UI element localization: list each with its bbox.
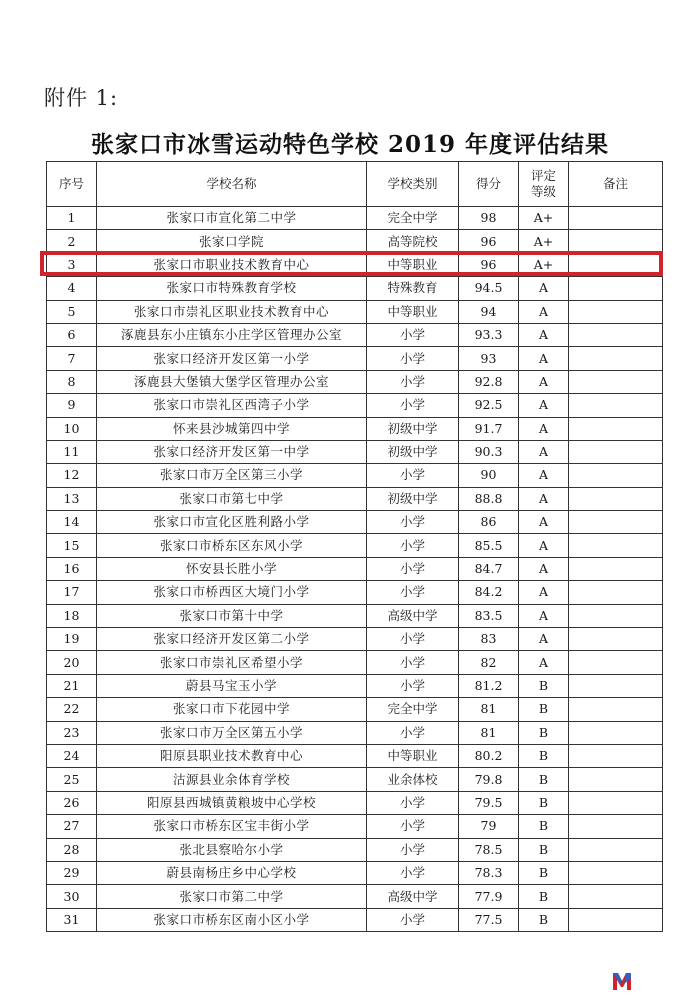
cell-no: 26	[47, 791, 97, 814]
cell-name: 张家口市宣化第二中学	[97, 207, 367, 230]
cell-type: 特殊教育	[367, 277, 459, 300]
header-grade: 评定等级	[519, 162, 569, 207]
cell-no: 28	[47, 838, 97, 861]
table-row	[47, 885, 663, 908]
cell-grade: B	[519, 861, 569, 884]
cell-type: 小学	[367, 628, 459, 651]
cell-name: 张家口市职业技术教育中心	[97, 253, 367, 276]
cell-name: 张家口市桥西区大境门小学	[97, 581, 367, 604]
cell-name: 张家口市桥东区南小区小学	[97, 908, 367, 931]
cell-grade: B	[519, 791, 569, 814]
cell-no: 29	[47, 861, 97, 884]
table-row	[47, 557, 663, 580]
cell-notes	[569, 744, 663, 767]
cell-name: 蔚县南杨庄乡中心学校	[97, 861, 367, 884]
cell-no: 9	[47, 394, 97, 417]
cell-name: 阳原县西城镇黄粮坡中心学校	[97, 791, 367, 814]
cell-notes	[569, 651, 663, 674]
cell-type: 小学	[367, 908, 459, 931]
cell-grade: A	[519, 511, 569, 534]
table-row	[47, 908, 663, 931]
cell-notes	[569, 277, 663, 300]
cell-score: 77.5	[459, 908, 519, 931]
cell-score: 93.3	[459, 323, 519, 346]
cell-grade: B	[519, 721, 569, 744]
table-row	[47, 487, 663, 510]
cell-grade: B	[519, 908, 569, 931]
table-row	[47, 394, 663, 417]
cell-no: 14	[47, 511, 97, 534]
cell-notes	[569, 908, 663, 931]
cell-type: 中等职业	[367, 253, 459, 276]
cell-grade: A	[519, 534, 569, 557]
table-row	[47, 604, 663, 627]
cell-score: 96	[459, 253, 519, 276]
cell-type: 初级中学	[367, 417, 459, 440]
cell-type: 业余体校	[367, 768, 459, 791]
cell-no: 12	[47, 464, 97, 487]
cell-name: 张家口市第七中学	[97, 487, 367, 510]
cell-score: 88.8	[459, 487, 519, 510]
cell-grade: A	[519, 581, 569, 604]
cell-notes	[569, 768, 663, 791]
cell-no: 5	[47, 300, 97, 323]
cell-type: 小学	[367, 651, 459, 674]
cell-score: 78.5	[459, 838, 519, 861]
cell-notes	[569, 464, 663, 487]
cell-no: 20	[47, 651, 97, 674]
cell-name: 张家口市崇礼区西湾子小学	[97, 394, 367, 417]
cell-no: 3	[47, 253, 97, 276]
table-row	[47, 581, 663, 604]
cell-type: 小学	[367, 323, 459, 346]
cell-name: 张家口市特殊教育学校	[97, 277, 367, 300]
cell-notes	[569, 534, 663, 557]
cell-score: 81	[459, 721, 519, 744]
cell-score: 91.7	[459, 417, 519, 440]
cell-score: 98	[459, 207, 519, 230]
cell-notes	[569, 487, 663, 510]
cell-grade: A	[519, 604, 569, 627]
header-type: 学校类别	[367, 162, 459, 207]
cell-grade: A	[519, 277, 569, 300]
cell-no: 23	[47, 721, 97, 744]
table-row	[47, 277, 663, 300]
cell-type: 小学	[367, 838, 459, 861]
table-row	[47, 464, 663, 487]
cell-grade: B	[519, 815, 569, 838]
table-row	[47, 323, 663, 346]
cell-notes	[569, 207, 663, 230]
cell-type: 小学	[367, 861, 459, 884]
table-row	[47, 674, 663, 697]
cell-name: 张家口市万全区第五小学	[97, 721, 367, 744]
cell-grade: B	[519, 674, 569, 697]
header-notes: 备注	[569, 162, 663, 207]
cell-no: 7	[47, 347, 97, 370]
cell-type: 小学	[367, 394, 459, 417]
cell-name: 张家口市万全区第三小学	[97, 464, 367, 487]
cell-name: 怀安县长胜小学	[97, 557, 367, 580]
cell-grade: A	[519, 417, 569, 440]
cell-score: 83.5	[459, 604, 519, 627]
cell-no: 10	[47, 417, 97, 440]
cell-notes	[569, 300, 663, 323]
header-name: 学校名称	[97, 162, 367, 207]
cell-grade: A	[519, 557, 569, 580]
cell-type: 小学	[367, 347, 459, 370]
cell-no: 31	[47, 908, 97, 931]
cell-name: 张家口学院	[97, 230, 367, 253]
cell-no: 15	[47, 534, 97, 557]
cell-notes	[569, 698, 663, 721]
cell-name: 张家口经济开发区第二小学	[97, 628, 367, 651]
cell-notes	[569, 674, 663, 697]
cell-notes	[569, 253, 663, 276]
cell-grade: B	[519, 744, 569, 767]
cell-type: 小学	[367, 557, 459, 580]
cell-notes	[569, 370, 663, 393]
cell-type: 小学	[367, 464, 459, 487]
cell-notes	[569, 604, 663, 627]
table-row	[47, 207, 663, 230]
cell-no: 1	[47, 207, 97, 230]
cell-no: 17	[47, 581, 97, 604]
cell-score: 79.8	[459, 768, 519, 791]
cell-type: 小学	[367, 791, 459, 814]
table-row	[47, 347, 663, 370]
cell-score: 80.2	[459, 744, 519, 767]
cell-name: 涿鹿县大堡镇大堡学区管理办公室	[97, 370, 367, 393]
cell-grade: A	[519, 628, 569, 651]
table-row	[47, 628, 663, 651]
results-table	[46, 161, 663, 932]
table-row	[47, 698, 663, 721]
table-body	[47, 207, 663, 932]
cell-notes	[569, 347, 663, 370]
cell-grade: A	[519, 464, 569, 487]
cell-grade: A	[519, 323, 569, 346]
cell-notes	[569, 838, 663, 861]
cell-grade: A	[519, 370, 569, 393]
cell-name: 张家口市崇礼区希望小学	[97, 651, 367, 674]
cell-no: 18	[47, 604, 97, 627]
cell-name: 怀来县沙城第四中学	[97, 417, 367, 440]
cell-score: 79	[459, 815, 519, 838]
header-score: 得分	[459, 162, 519, 207]
cell-score: 81	[459, 698, 519, 721]
cell-type: 小学	[367, 581, 459, 604]
cell-score: 83	[459, 628, 519, 651]
cell-type: 小学	[367, 370, 459, 393]
cell-score: 84.7	[459, 557, 519, 580]
m-logo-icon	[611, 969, 633, 993]
cell-score: 79.5	[459, 791, 519, 814]
table-row	[47, 440, 663, 463]
cell-score: 94.5	[459, 277, 519, 300]
cell-notes	[569, 885, 663, 908]
cell-score: 94	[459, 300, 519, 323]
cell-grade: A	[519, 651, 569, 674]
table-row	[47, 511, 663, 534]
cell-notes	[569, 861, 663, 884]
cell-grade: A+	[519, 253, 569, 276]
cell-type: 高级中学	[367, 885, 459, 908]
cell-no: 16	[47, 557, 97, 580]
attachment-label: 附件 1:	[44, 86, 119, 110]
cell-name: 张家口市下花园中学	[97, 698, 367, 721]
cell-score: 90	[459, 464, 519, 487]
cell-notes	[569, 557, 663, 580]
cell-name: 张家口经济开发区第一中学	[97, 440, 367, 463]
cell-no: 24	[47, 744, 97, 767]
cell-type: 小学	[367, 815, 459, 838]
table-row	[47, 861, 663, 884]
cell-name: 张家口市第十中学	[97, 604, 367, 627]
cell-notes	[569, 628, 663, 651]
cell-score: 84.2	[459, 581, 519, 604]
cell-no: 4	[47, 277, 97, 300]
table-row	[47, 744, 663, 767]
document-title: 张家口市冰雪运动特色学校 2019 年度评估结果	[90, 131, 610, 158]
cell-grade: B	[519, 838, 569, 861]
cell-notes	[569, 323, 663, 346]
cell-no: 6	[47, 323, 97, 346]
cell-score: 90.3	[459, 440, 519, 463]
table-row	[47, 370, 663, 393]
cell-type: 初级中学	[367, 440, 459, 463]
cell-notes	[569, 440, 663, 463]
cell-notes	[569, 417, 663, 440]
cell-name: 张家口经济开发区第一小学	[97, 347, 367, 370]
cell-name: 蔚县马宝玉小学	[97, 674, 367, 697]
cell-type: 中等职业	[367, 300, 459, 323]
cell-type: 小学	[367, 674, 459, 697]
cell-name: 张家口市桥东区宝丰街小学	[97, 815, 367, 838]
table-row	[47, 791, 663, 814]
cell-score: 82	[459, 651, 519, 674]
cell-type: 完全中学	[367, 698, 459, 721]
cell-type: 高等院校	[367, 230, 459, 253]
cell-name: 张家口市第二中学	[97, 885, 367, 908]
cell-type: 高级中学	[367, 604, 459, 627]
cell-no: 11	[47, 440, 97, 463]
cell-type: 中等职业	[367, 744, 459, 767]
cell-score: 78.3	[459, 861, 519, 884]
cell-type: 小学	[367, 721, 459, 744]
cell-type: 小学	[367, 534, 459, 557]
cell-type: 小学	[367, 511, 459, 534]
cell-no: 2	[47, 230, 97, 253]
table-row	[47, 230, 663, 253]
cell-name: 阳原县职业技术教育中心	[97, 744, 367, 767]
cell-no: 21	[47, 674, 97, 697]
cell-no: 27	[47, 815, 97, 838]
table-row	[47, 721, 663, 744]
cell-grade: A	[519, 347, 569, 370]
table-row	[47, 534, 663, 557]
cell-no: 22	[47, 698, 97, 721]
cell-type: 完全中学	[367, 207, 459, 230]
cell-name: 张家口市宣化区胜利路小学	[97, 511, 367, 534]
cell-score: 92.5	[459, 394, 519, 417]
table-row	[47, 300, 663, 323]
cell-score: 86	[459, 511, 519, 534]
cell-grade: A	[519, 440, 569, 463]
cell-no: 13	[47, 487, 97, 510]
cell-grade: A	[519, 487, 569, 510]
table-row	[47, 651, 663, 674]
cell-grade: B	[519, 698, 569, 721]
cell-notes	[569, 721, 663, 744]
cell-no: 8	[47, 370, 97, 393]
cell-name: 张北县察哈尔小学	[97, 838, 367, 861]
cell-grade: B	[519, 885, 569, 908]
cell-notes	[569, 815, 663, 838]
cell-name: 涿鹿县东小庄镇东小庄学区管理办公室	[97, 323, 367, 346]
cell-name: 沽源县业余体育学校	[97, 768, 367, 791]
cell-notes	[569, 394, 663, 417]
cell-no: 19	[47, 628, 97, 651]
cell-name: 张家口市桥东区东风小学	[97, 534, 367, 557]
cell-name: 张家口市崇礼区职业技术教育中心	[97, 300, 367, 323]
cell-notes	[569, 511, 663, 534]
cell-no: 30	[47, 885, 97, 908]
table-row	[47, 253, 663, 276]
table-header-row	[47, 162, 663, 207]
cell-grade: A	[519, 394, 569, 417]
cell-score: 96	[459, 230, 519, 253]
cell-score: 92.8	[459, 370, 519, 393]
cell-type: 初级中学	[367, 487, 459, 510]
cell-score: 77.9	[459, 885, 519, 908]
cell-notes	[569, 230, 663, 253]
cell-notes	[569, 791, 663, 814]
table-row	[47, 417, 663, 440]
cell-notes	[569, 581, 663, 604]
table-row	[47, 768, 663, 791]
table-row	[47, 838, 663, 861]
cell-score: 85.5	[459, 534, 519, 557]
cell-grade: A+	[519, 230, 569, 253]
header-no: 序号	[47, 162, 97, 207]
cell-score: 81.2	[459, 674, 519, 697]
table-row	[47, 815, 663, 838]
cell-grade: A	[519, 300, 569, 323]
cell-grade: A+	[519, 207, 569, 230]
cell-score: 93	[459, 347, 519, 370]
cell-no: 25	[47, 768, 97, 791]
cell-grade: B	[519, 768, 569, 791]
